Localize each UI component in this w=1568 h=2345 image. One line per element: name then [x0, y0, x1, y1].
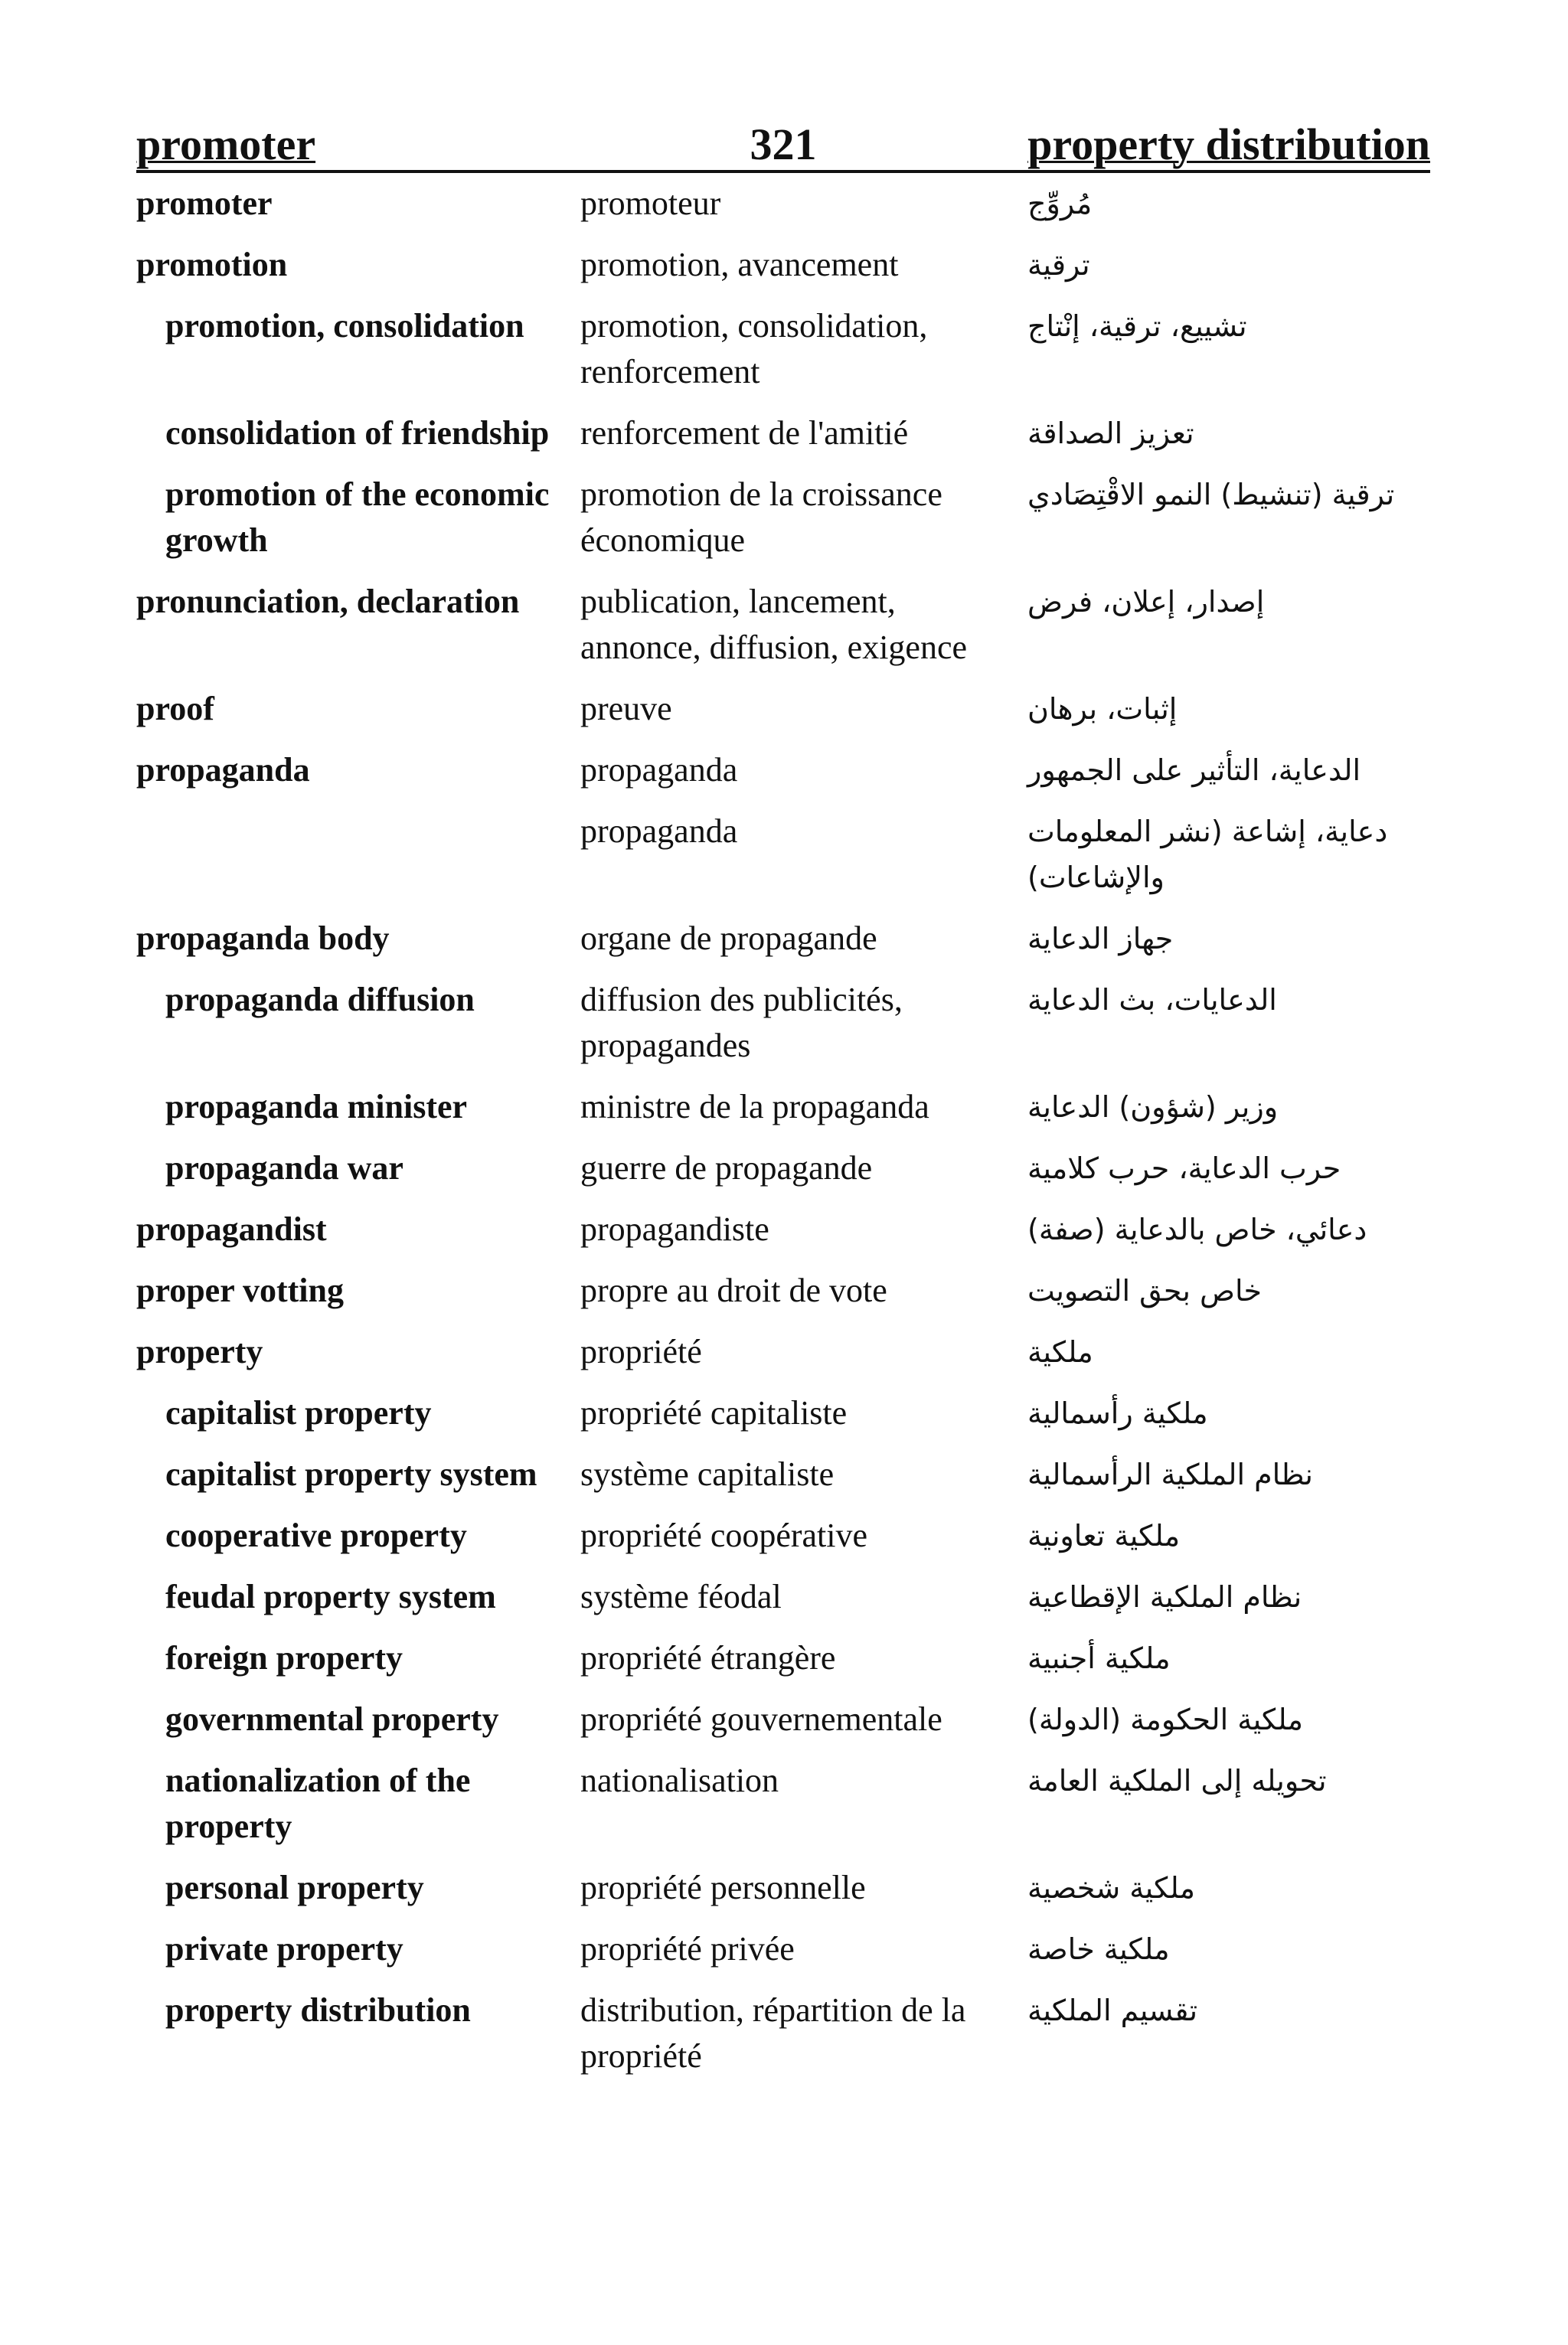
french-term: renforcement de l'amitié [580, 414, 909, 452]
dictionary-entry [136, 977, 1430, 1069]
french-term: système capitaliste [580, 1455, 835, 1493]
arabic-term: خاص بحق التصويت [1027, 1274, 1263, 1308]
french-term: preuve [580, 690, 672, 727]
dictionary-entry [136, 1758, 1430, 1850]
arabic-term: ملكية [1027, 1335, 1093, 1369]
arabic-term: نظام الملكية الرأسمالية [1027, 1458, 1313, 1491]
arabic-term: تشييع، ترقية، إنْتاج [1027, 309, 1247, 343]
french-term: système féodal [580, 1578, 782, 1615]
english-term: propaganda war [165, 1149, 403, 1187]
dictionary-entry [136, 808, 1430, 900]
english-term: property [136, 1333, 263, 1370]
dictionary-entry [136, 472, 1430, 563]
dictionary-entry [136, 1635, 1430, 1681]
english-term: pronunciation, declaration [136, 583, 520, 620]
arabic-term: مُروِّج [1027, 187, 1093, 220]
english-term: foreign property [165, 1639, 403, 1677]
arabic-term: ملكية شخصية [1027, 1871, 1196, 1905]
arabic-term: تحويله إلى الملكية العامة [1027, 1764, 1327, 1798]
english-term: promotion, consolidation [165, 307, 524, 345]
french-term: propre au droit de vote [580, 1272, 887, 1309]
right-guide-word: property distribution [1027, 119, 1430, 169]
english-term: propaganda minister [165, 1088, 468, 1125]
dictionary-entry [136, 1452, 1430, 1497]
dictionary-entry [136, 1987, 1430, 2079]
french-term: ministre de la propaganda [580, 1088, 929, 1125]
english-term: feudal property system [165, 1578, 496, 1615]
french-term: propaganda [580, 751, 738, 789]
french-term: propriété capitaliste [580, 1394, 848, 1432]
arabic-term: جهاز الدعاية [1027, 922, 1174, 955]
dictionary-entry [136, 1574, 1430, 1620]
english-term: property distribution [165, 1991, 471, 2029]
french-term: propriété privée [580, 1930, 795, 1968]
dictionary-entry [136, 747, 1430, 793]
arabic-term: الدعاية، التأثير على الجمهور [1027, 753, 1361, 787]
dictionary-entry [136, 1268, 1430, 1314]
french-term: diffusion des publicités, propagandes [580, 981, 903, 1064]
french-term: promotion, avancement [580, 246, 899, 283]
arabic-term: إصدار، إعلان، فرض [1027, 585, 1265, 619]
dictionary-entry [136, 1926, 1430, 1972]
english-term: propaganda body [136, 919, 390, 957]
french-term: propriété gouvernementale [580, 1700, 942, 1738]
french-term: organe de propagande [580, 919, 877, 957]
left-guide-word: promoter [136, 119, 316, 169]
arabic-term: نظام الملكية الإقطاعية [1027, 1580, 1302, 1614]
page-number: 321 [750, 119, 817, 169]
french-term: promotion, consolidation, renforcement [580, 307, 928, 390]
english-term: consolidation of friendship [165, 414, 550, 452]
dictionary-entry [136, 1329, 1430, 1375]
english-term: proper votting [136, 1272, 344, 1309]
arabic-term: ملكية الحكومة (الدولة) [1027, 1703, 1303, 1736]
arabic-term: ملكية أجنبية [1027, 1641, 1171, 1675]
dictionary-entry [136, 410, 1430, 456]
arabic-term: دعاية، إشاعة (نشر المعلومات والإشاعات) [1027, 815, 1388, 894]
french-term: publication, lancement, annonce, diffusion, exigence [580, 583, 968, 666]
dictionary-entry [136, 1513, 1430, 1559]
english-term: governmental property [165, 1700, 499, 1738]
arabic-term: ملكية خاصة [1027, 1932, 1170, 1966]
dictionary-entry [136, 1207, 1430, 1253]
english-term: promoter [136, 185, 273, 222]
french-term: propriété étrangère [580, 1639, 836, 1677]
dictionary-entry [136, 579, 1430, 671]
english-term: personal property [165, 1869, 424, 1906]
arabic-term: ملكية تعاونية [1027, 1519, 1181, 1553]
dictionary-entry [136, 1390, 1430, 1436]
arabic-term: حرب الدعاية، حرب كلامية [1027, 1151, 1341, 1185]
arabic-term: ترقية [1027, 248, 1090, 282]
dictionary-entry [136, 1084, 1430, 1130]
arabic-term: وزير (شؤون) الدعاية [1027, 1090, 1279, 1124]
dictionary-entry [136, 1145, 1430, 1191]
english-term: capitalist property system [165, 1455, 537, 1493]
english-term: cooperative property [165, 1517, 467, 1554]
arabic-term: تعزيز الصداقة [1027, 416, 1194, 450]
french-term: propagandiste [580, 1210, 769, 1248]
arabic-term: ملكية رأسمالية [1027, 1396, 1208, 1430]
french-term: propriété [580, 1333, 702, 1370]
french-term: propriété coopérative [580, 1517, 868, 1554]
dictionary-entry [136, 686, 1430, 732]
english-term: capitalist property [165, 1394, 432, 1432]
dictionary-entry [136, 242, 1430, 288]
arabic-term: إثبات، برهان [1027, 692, 1178, 726]
french-term: guerre de propagande [580, 1149, 873, 1187]
dictionary-entry [136, 916, 1430, 962]
arabic-term: تقسيم الملكية [1027, 1994, 1198, 2027]
dictionary-entries [136, 181, 1430, 2095]
arabic-term: الدعايات، بث الدعاية [1027, 983, 1277, 1017]
english-term: nationalization of the property [165, 1762, 471, 1845]
dictionary-entry [136, 181, 1430, 227]
french-term: propaganda [580, 812, 738, 850]
french-term: distribution, répartition de la propriété [580, 1991, 966, 2075]
dictionary-entry [136, 303, 1430, 395]
english-term: proof [136, 690, 214, 727]
english-term: propaganda [136, 751, 310, 789]
dictionary-entry [136, 1697, 1430, 1742]
english-term: promotion of the economic growth [165, 475, 550, 559]
dictionary-entry [136, 1865, 1430, 1911]
english-term: promotion [136, 246, 288, 283]
french-term: propriété personnelle [580, 1869, 866, 1906]
french-term: promoteur [580, 185, 721, 222]
arabic-term: ترقية (تنشيط) النمو الاقْتِصَادي [1027, 478, 1395, 511]
english-term: private property [165, 1930, 403, 1968]
page-header [136, 109, 1430, 173]
english-term: propagandist [136, 1210, 327, 1248]
arabic-term: دعائي، خاص بالدعاية (صفة) [1027, 1213, 1367, 1246]
english-term: propaganda diffusion [165, 981, 475, 1018]
french-term: promotion de la croissance économique [580, 475, 942, 559]
french-term: nationalisation [580, 1762, 779, 1799]
